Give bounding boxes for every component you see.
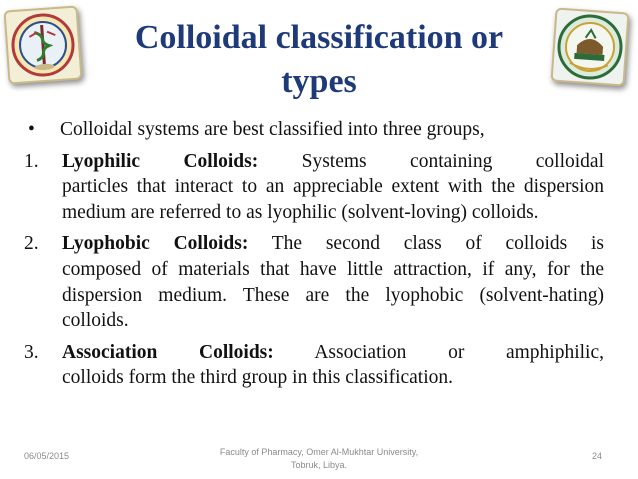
- list-item-number: 1.: [24, 150, 39, 172]
- list-item-first-line: [62, 340, 604, 366]
- list-item-number: 2.: [24, 233, 39, 255]
- bullet-icon: •: [28, 119, 35, 140]
- list-item-description: colloids form the third group in this classification.: [62, 367, 454, 389]
- slide-title: [90, 16, 548, 104]
- intro-text: Colloidal systems are best classified into three groups,: [60, 119, 485, 140]
- pharmacy-logo-graphic: [6, 8, 81, 83]
- list-item-term: Lyophobic Colloids:: [62, 233, 249, 255]
- list-item-lyophilic: [24, 149, 604, 226]
- slide-title-line-2: types: [281, 63, 357, 100]
- list-item-association: [24, 340, 604, 391]
- footer-page-number: 24: [592, 451, 603, 461]
- list-item-first-line-text: The second class of colloids is: [248, 233, 604, 255]
- list-item-first-line-text: Systems containing colloidal: [258, 150, 604, 172]
- footer-institution: [200, 446, 438, 472]
- intro-bullet: [24, 117, 604, 143]
- list-item-description: composed of materials that have little attraction, if any, for the dispersion medium. These are the lyophobic (solvent-hating) colloids.: [62, 258, 604, 332]
- university-seal-graphic: [553, 10, 628, 85]
- list-item-first-line: [62, 149, 604, 175]
- list-item-term: Association Colloids:: [62, 341, 274, 363]
- list-item-number: 3.: [24, 341, 39, 363]
- list-item-first-line-text: Association or amphiphilic,: [273, 341, 604, 363]
- list-item-first-line: [62, 231, 604, 257]
- list-item-term: Lyophilic Colloids:: [62, 150, 259, 172]
- list-item-lyophobic: [24, 231, 604, 333]
- footer-institution-line-2: Tobruk, Libya.: [290, 460, 348, 470]
- list-item-description: particles that interact to an appreciable extent with the dispersion medium are referred to as lyophilic (solvent-loving) colloids.: [62, 176, 604, 223]
- slide-title-line-1: Colloidal classification or: [134, 19, 504, 56]
- footer-date: 06/05/2015: [24, 451, 70, 461]
- footer-institution-line-1: Faculty of Pharmacy, Omer Al-Mukhtar University,: [219, 447, 419, 457]
- pharmacy-faculty-logo-icon: [4, 6, 83, 85]
- university-seal-icon: [551, 8, 630, 87]
- slide-body: [24, 117, 604, 391]
